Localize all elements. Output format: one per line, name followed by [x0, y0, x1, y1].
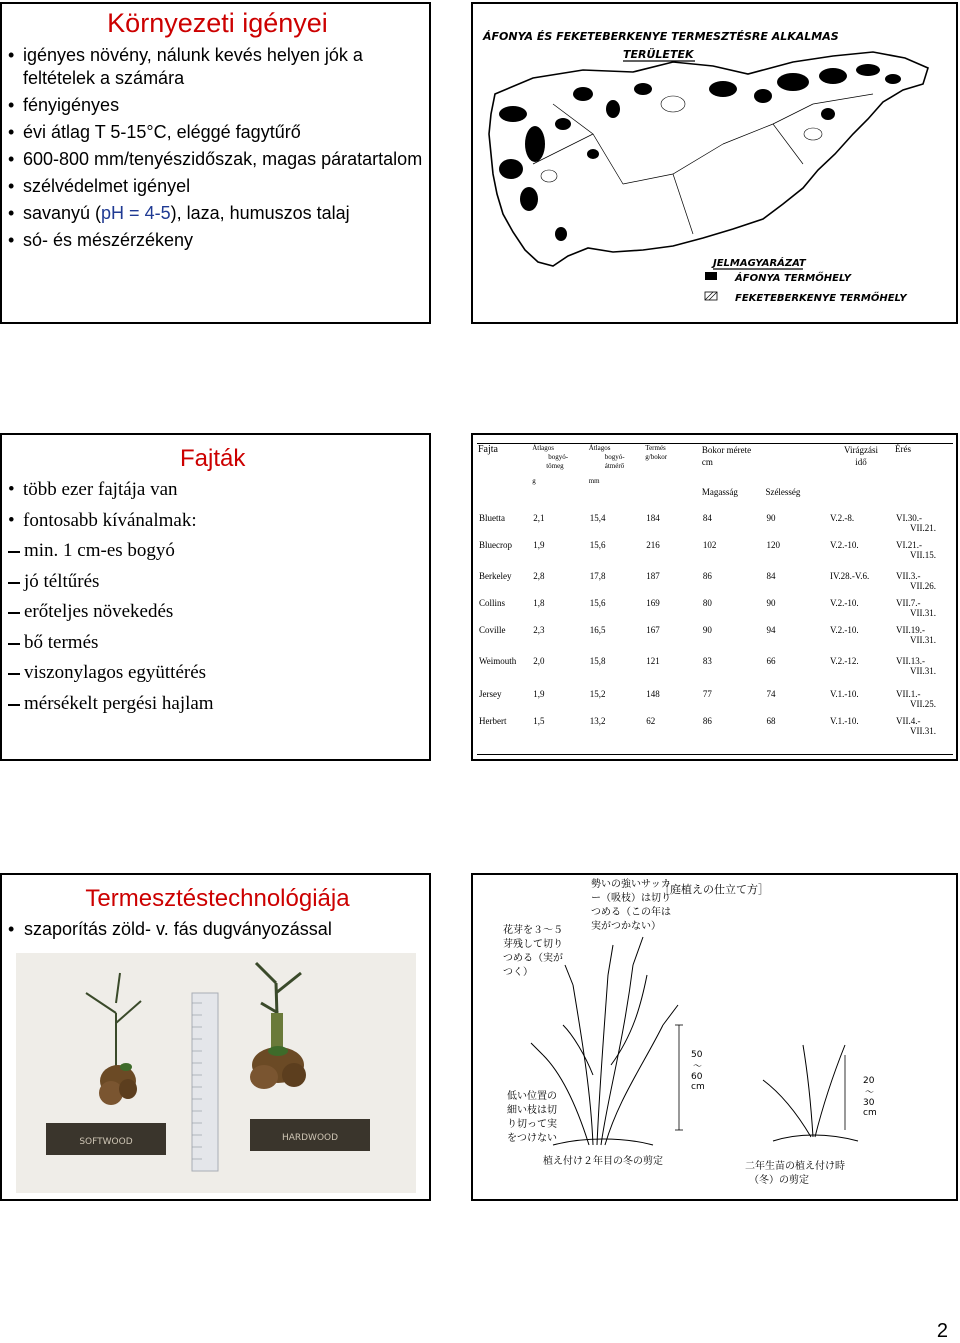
list-item: • fényigényes: [8, 94, 423, 117]
note-top: ー（吸枝）は切り: [591, 893, 671, 904]
legend-swatch-chokeberry: [705, 292, 717, 300]
list-item: • 600-800 mm/tenyészidőszak, magas páratartalom: [8, 148, 423, 171]
table-cell-termes: 184: [646, 513, 660, 523]
table-cell-tomeg: 2,0: [533, 656, 545, 666]
requirements-list: [8, 477, 214, 721]
table-cell-fajta: Bluecrop: [479, 540, 512, 550]
table-cell-eres: VII.1.- VII.25.: [896, 689, 937, 709]
table-cell-atmero: 16,5: [589, 625, 606, 635]
note-low: 細い枝は切: [507, 1105, 557, 1116]
table-cell-szelesseg: 90: [766, 513, 776, 523]
note-top: 実がつかない）: [591, 921, 661, 932]
slide-variety-table: [471, 433, 958, 761]
slide-title: Fajták: [180, 445, 246, 472]
note-low: り切って実: [507, 1119, 557, 1130]
caption-left: 植え付け２年目の冬の剪定: [543, 1156, 663, 1167]
dimension-label: 20: [863, 1076, 875, 1086]
list-item: • szaporítás zöld- v. fás dugványozással: [8, 919, 332, 940]
table-cell-fajta: Weimouth: [479, 656, 517, 666]
table-cell-atmero: 15,6: [589, 540, 606, 550]
variety-table: [477, 443, 953, 744]
table-cell-eres: VII.7.- VII.31.: [896, 598, 937, 618]
table-cell-fajta: Berkeley: [479, 571, 512, 581]
table-cell-viragzas: V.1.-10.: [830, 689, 859, 699]
table-cell-atmero: 13,2: [589, 716, 606, 726]
list-subitem: jó téltűrés: [8, 569, 214, 600]
map-title-2: TERÜLETEK: [623, 48, 694, 61]
table-cell-termes: 167: [646, 625, 660, 635]
diagram-title: ［庭植えの仕立て方］: [659, 883, 769, 896]
ph-prefix: savanyú (: [23, 203, 102, 223]
bush-drawing: [531, 937, 858, 1145]
table-row: [477, 540, 953, 571]
table-cell-magassag: 77: [702, 689, 712, 699]
table-cell-tomeg: 2,8: [533, 571, 545, 581]
table-cell-tomeg: 1,5: [533, 716, 545, 726]
cuttings-photo: [16, 953, 416, 1193]
table-cell-viragzas: V.2.-10.: [830, 625, 859, 635]
table-bottom-rule: [477, 754, 953, 755]
bullet-list: [8, 44, 423, 256]
table-cell-fajta: Herbert: [479, 716, 507, 726]
table-cell-eres: VII.4.- VII.31.: [896, 716, 937, 736]
slide-map: [471, 2, 958, 324]
ruler: [192, 993, 218, 1171]
table-cell-termes: 187: [646, 571, 660, 581]
col-header: Átlagos bogyó- átmérő mm: [588, 444, 625, 485]
table-cell-szelesseg: 74: [766, 689, 776, 699]
table-cell-szelesseg: 90: [766, 598, 776, 608]
col-header: Átlagos bogyó- tömeg g: [532, 444, 569, 485]
note-top: つめる（この年は: [591, 907, 671, 918]
table-cell-szelesseg: 84: [766, 571, 776, 581]
list-item: • fontosabb kívánalmak:: [8, 508, 214, 539]
table-cell-fajta: Coville: [479, 625, 506, 635]
table-cell-szelesseg: 68: [766, 716, 776, 726]
hardwood-label: HARDWOOD: [281, 1133, 339, 1143]
list-item: • évi átlag T 5-15°C, eléggé fagytűrő: [8, 121, 423, 144]
col-header: Fajta: [478, 444, 498, 455]
table-row: [477, 656, 953, 689]
map-title-1: ÁFONYA ÉS FEKETEBERKENYE TERMESZTÉSRE ALKALMAS: [483, 30, 839, 43]
table-cell-tomeg: 1,8: [533, 598, 545, 608]
list-subitem: min. 1 cm-es bogyó: [8, 538, 214, 569]
legend-item-1: ÁFONYA TERMŐHELY: [735, 273, 852, 284]
note-low: 低い位置の: [507, 1091, 557, 1102]
table-cell-eres: VII.3.- VII.26.: [896, 571, 937, 591]
table-cell-eres: VII.13.- VII.31.: [896, 656, 937, 676]
table-cell-eres: VII.19.- VII.31.: [896, 625, 937, 645]
slide-pruning: [471, 873, 958, 1201]
table-cell-tomeg: 1,9: [533, 689, 545, 699]
note-left: 芽残して切り: [503, 939, 563, 950]
dimension-label: cm: [863, 1108, 877, 1118]
dimension-label: cm: [691, 1082, 705, 1092]
note-left: つめる（実が: [503, 953, 563, 964]
list-item: • igényes növény, nálunk kevés helyen jók a feltételek a számára: [8, 44, 423, 90]
list-item: • szélvédelmet igényel: [8, 175, 423, 198]
table-cell-fajta: Bluetta: [479, 513, 505, 523]
dimension-label: 60: [691, 1072, 703, 1082]
svg-text:〜: 〜: [693, 1062, 703, 1072]
note-left: 花芽を３～５: [503, 925, 563, 936]
ph-suffix: ), laza, humuszos talaj: [170, 203, 350, 223]
table-cell-termes: 62: [646, 716, 656, 726]
slide-varieties: [0, 433, 431, 761]
table-cell-magassag: 86: [702, 571, 712, 581]
table-cell-tomeg: 2,3: [533, 625, 545, 635]
table-row: [477, 625, 953, 656]
table-cell-magassag: 102: [702, 540, 717, 550]
col-header: Érés: [895, 444, 912, 454]
table-row: [477, 689, 953, 716]
country-outline: [489, 52, 928, 266]
dimension-label: 50: [691, 1050, 703, 1060]
list-subitem: viszonylagos együttérés: [8, 660, 214, 691]
softwood-label: SOFTWOOD: [79, 1137, 133, 1147]
table-cell-magassag: 90: [702, 625, 712, 635]
ph-value: pH = 4-5: [101, 203, 171, 223]
caption-right: 二年生苗の植え付け時: [745, 1161, 845, 1172]
table-cell-viragzas: V.2.-10.: [830, 598, 859, 608]
legend-item-2: FEKETEBERKENYE TERMŐHELY: [735, 293, 907, 304]
list-item: • több ezer fajtája van: [8, 477, 214, 508]
list-subitem: mérsékelt pergési hajlam: [8, 691, 214, 722]
table-cell-atmero: 15,6: [589, 598, 606, 608]
hungary-map: [473, 4, 956, 322]
slide-environment: [0, 2, 431, 324]
table-cell-viragzas: IV.28.-V.6.: [830, 571, 870, 581]
table-cell-viragzas: V.2.-8.: [830, 513, 855, 523]
note-low: をつけない: [507, 1133, 557, 1144]
table-cell-viragzas: V.2.-10.: [830, 540, 859, 550]
table-cell-atmero: 15,2: [589, 689, 606, 699]
table-top-rule: [477, 443, 953, 444]
note-top: 勢いの強いサッカ: [591, 879, 671, 890]
table-cell-termes: 216: [646, 540, 660, 550]
table-cell-szelesseg: 120: [766, 540, 780, 550]
table-cell-fajta: Jersey: [479, 689, 502, 699]
list-item: • só- és mészérzékeny: [8, 229, 423, 252]
note-left: つく）: [503, 967, 533, 978]
slide-title: Termesztéstechnológiája: [85, 885, 350, 912]
table-cell-atmero: 15,4: [589, 513, 606, 523]
col-header: Magasság: [701, 487, 738, 497]
table-cell-tomeg: 2,1: [533, 513, 545, 523]
page-number: 2: [936, 1320, 948, 1342]
table-cell-termes: 148: [646, 689, 660, 699]
table-cell-atmero: 17,8: [589, 571, 606, 581]
table-cell-eres: VI.30.- VII.21.: [896, 513, 937, 533]
table-row: [477, 716, 953, 744]
table-row: [477, 571, 953, 598]
table-row: [477, 598, 953, 625]
slide-technology: [0, 873, 431, 1201]
col-header: Szélesség: [765, 487, 801, 497]
table-cell-magassag: 80: [702, 598, 712, 608]
col-header: Bokor mérete cm: [701, 445, 752, 467]
list-item-ph: [8, 202, 423, 225]
table-cell-termes: 169: [646, 598, 660, 608]
table-cell-tomeg: 1,9: [533, 540, 545, 550]
list-subitem: erőteljes növekedés: [8, 599, 214, 630]
dimension-label: 30: [863, 1098, 875, 1108]
table-cell-viragzas: V.2.-12.: [830, 656, 859, 666]
pruning-diagram: [473, 875, 956, 1199]
table-cell-magassag: 83: [702, 656, 712, 666]
legend-swatch-blueberry: [705, 272, 717, 280]
caption-right: （冬）の剪定: [749, 1175, 809, 1186]
table-cell-magassag: 84: [702, 513, 712, 523]
table-cell-viragzas: V.1.-10.: [830, 716, 859, 726]
col-header: Virágzási idő: [844, 445, 878, 467]
table-row: [477, 509, 953, 540]
table-cell-szelesseg: 66: [766, 656, 776, 666]
slide-title: Környezeti igényei: [107, 8, 328, 38]
svg-text:〜: 〜: [865, 1088, 875, 1098]
table-cell-eres: VI.21.- VII.15.: [896, 540, 937, 560]
legend-title: JELMAGYARÁZAT: [713, 258, 806, 269]
table-cell-atmero: 15,8: [589, 656, 606, 666]
table-cell-magassag: 86: [702, 716, 712, 726]
table-cell-fajta: Collins: [479, 598, 506, 608]
col-header: Termés g/bokor: [645, 444, 668, 461]
blueberry-areas: [499, 64, 901, 241]
table-cell-szelesseg: 94: [766, 625, 776, 635]
list-subitem: bő termés: [8, 630, 214, 661]
table-cell-termes: 121: [646, 656, 660, 666]
